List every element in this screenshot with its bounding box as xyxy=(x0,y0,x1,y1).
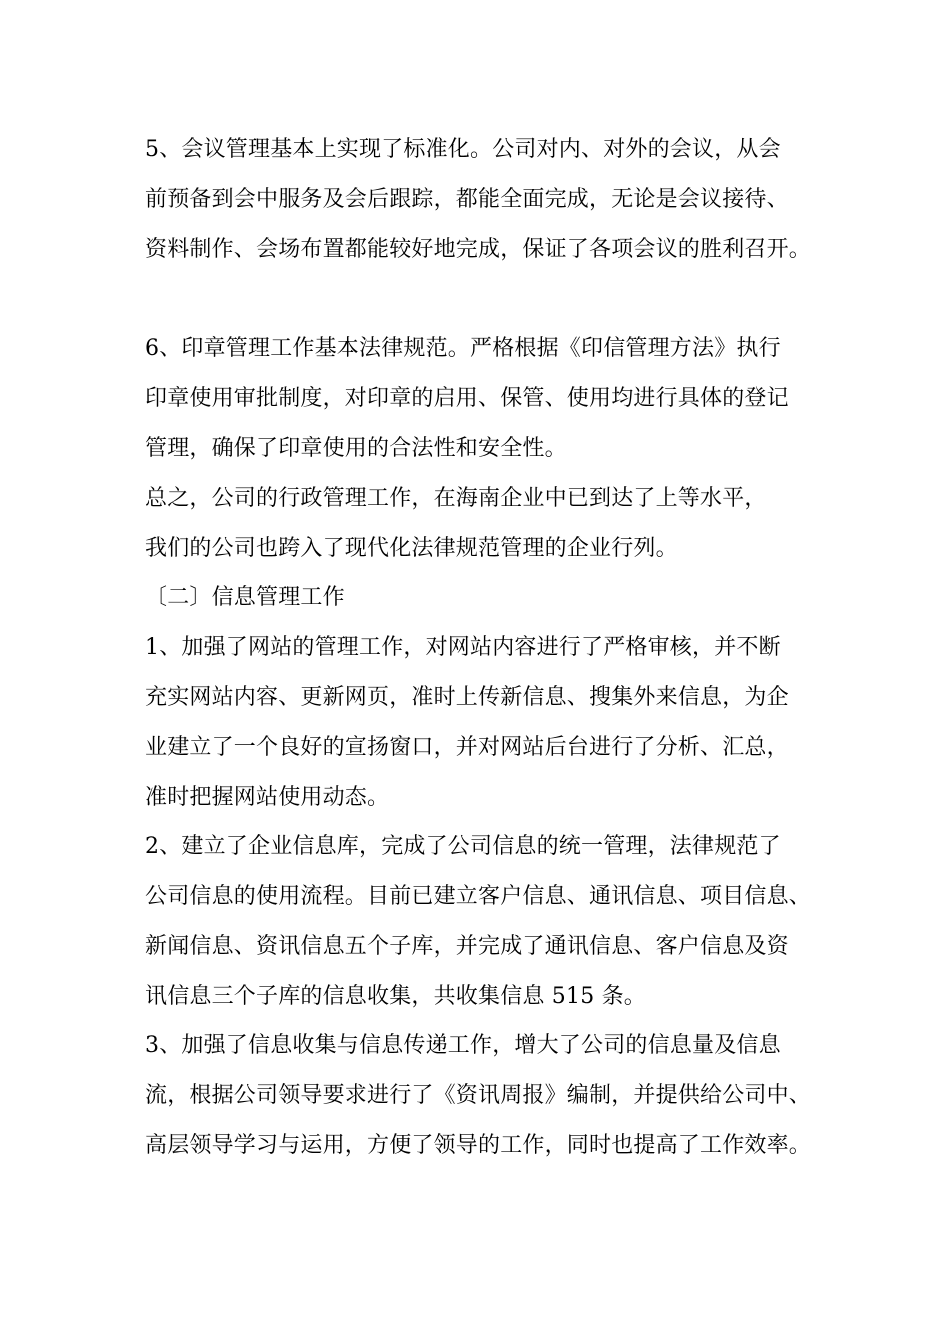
item-3-line-1: 3、加强了信息收集与信息传递工作，增大了公司的信息量及信息 xyxy=(145,1033,781,1058)
summary-line-2: 我们的公司也跨入了现代化法律规范管理的企业行列。 xyxy=(145,536,678,561)
item-1-line-2: 充实网站内容、更新网页，准时上传新信息、搜集外来信息，为企 xyxy=(145,685,789,710)
item-3-line-3: 高层领导学习与运用，方便了领导的工作，同时也提高了工作效率。 xyxy=(145,1133,812,1158)
paragraph-6-line-3: 管理，确保了印章使用的合法性和安全性。 xyxy=(145,436,567,461)
section-heading: 〔二〕信息管理工作 xyxy=(145,585,345,610)
item-2-line-4: 讯信息三个子库的信息收集，共收集信息 515 条。 xyxy=(145,984,646,1009)
item-2-line-2: 公司信息的使用流程。目前已建立客户信息、通讯信息、项目信息、 xyxy=(145,884,812,909)
paragraph-6-line-2: 印章使用审批制度，对印章的启用、保管、使用均进行具体的登记 xyxy=(145,386,789,411)
paragraph-5-line-2: 前预备到会中服务及会后跟踪，都能全面完成，无论是会议接待、 xyxy=(145,187,789,212)
item-1-line-4: 准时把握网站使用动态。 xyxy=(145,785,390,810)
paragraph-5-line-1: 5、会议管理基本上实现了标准化。公司对内、对外的会议，从会 xyxy=(145,137,781,162)
item-2-line-3: 新闻信息、资讯信息五个子库，并完成了通讯信息、客户信息及资 xyxy=(145,934,789,959)
item-2-line-1: 2、建立了企业信息库，完成了公司信息的统一管理，法律规范了 xyxy=(145,834,781,859)
paragraph-6-line-1: 6、印章管理工作基本法律规范。严格根据《印信管理方法》执行 xyxy=(145,336,781,361)
item-1-line-1: 1、加强了网站的管理工作，对网站内容进行了严格审核，并不断 xyxy=(145,635,781,660)
item-3-line-2: 流，根据公司领导要求进行了《资讯周报》编制，并提供给公司中、 xyxy=(145,1083,812,1108)
item-1-line-3: 业建立了一个良好的宣扬窗口，并对网站后台进行了分析、汇总， xyxy=(145,735,789,760)
paragraph-5-line-3: 资料制作、会场布置都能较好地完成，保证了各项会议的胜利召开。 xyxy=(145,237,812,262)
summary-line-1: 总之，公司的行政管理工作，在海南企业中已到达了上等水平， xyxy=(145,486,767,511)
